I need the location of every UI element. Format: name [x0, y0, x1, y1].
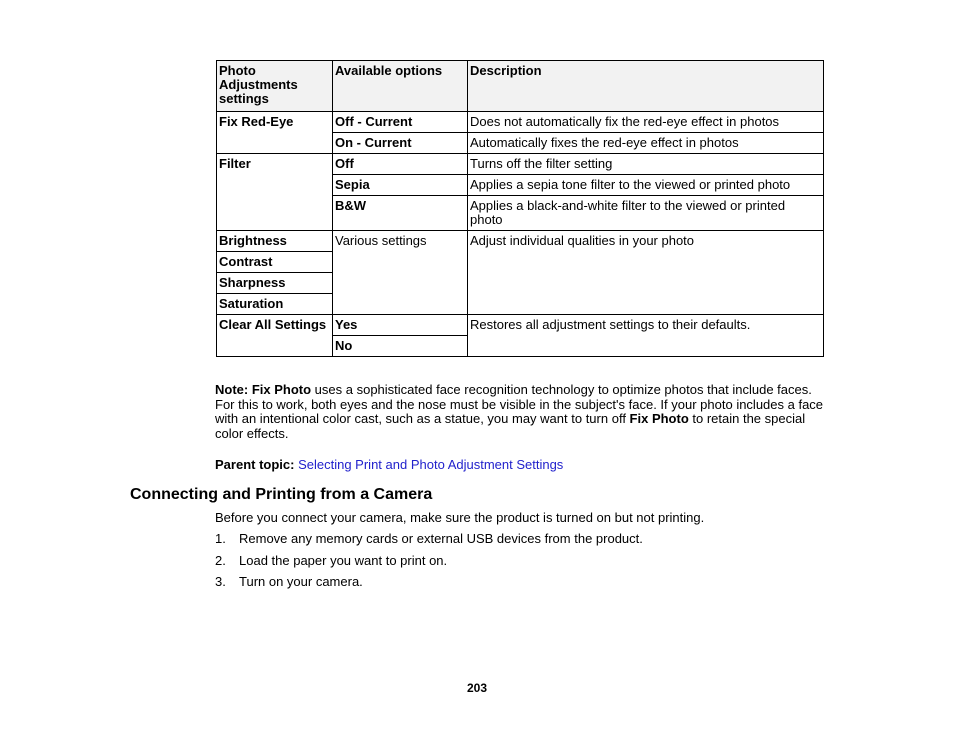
description-cell: Applies a sepia tone filter to the viewed or printed photo — [468, 175, 824, 196]
setting-contrast: Contrast — [217, 252, 333, 273]
step-text: Turn on your camera. — [239, 574, 363, 589]
page-number: 203 — [466, 681, 488, 695]
note-term-fix-photo: Fix Photo — [251, 382, 312, 397]
parent-topic — [215, 457, 563, 472]
table-header-row — [217, 61, 824, 112]
step-number: 3. — [215, 574, 226, 589]
list-item — [215, 553, 447, 568]
note-paragraph — [215, 383, 830, 441]
note-label: Note: — [215, 382, 249, 397]
description-cell: Applies a black-and-white filter to the viewed or printed photo — [468, 196, 824, 231]
option-cell: Various settings — [333, 231, 468, 315]
setting-fix-red-eye: Fix Red-Eye — [217, 112, 333, 154]
header-description: Description — [468, 61, 824, 112]
option-cell: On - Current — [333, 133, 468, 154]
step-text: Load the paper you want to print on. — [239, 553, 448, 568]
section-heading: Connecting and Printing from a Camera — [130, 486, 433, 503]
parent-topic-label: Parent topic: — [215, 457, 295, 472]
setting-clear-all: Clear All Settings — [217, 315, 333, 357]
description-cell: Does not automatically fix the red-eye effect in photos — [468, 112, 824, 133]
step-number: 2. — [215, 553, 226, 568]
header-settings: Photo Adjustments settings — [217, 61, 333, 112]
note-term-fix-photo-2: Fix Photo — [629, 411, 689, 426]
section-intro: Before you connect your camera, make sure the product is turned on but not printing. — [215, 510, 705, 525]
setting-filter: Filter — [217, 154, 333, 231]
table-row — [217, 112, 824, 133]
description-cell: Adjust individual qualities in your photo — [468, 231, 824, 315]
table-row — [217, 154, 824, 175]
photo-adjustments-table — [216, 60, 824, 357]
parent-topic-link[interactable]: Selecting Print and Photo Adjustment Settings — [298, 457, 564, 472]
table-row — [217, 231, 824, 252]
description-cell: Restores all adjustment settings to their defaults. — [468, 315, 824, 357]
setting-brightness: Brightness — [217, 231, 333, 252]
header-options: Available options — [333, 61, 468, 112]
option-cell: Off — [333, 154, 468, 175]
option-cell: B&W — [333, 196, 468, 231]
option-cell: Yes — [333, 315, 468, 336]
option-cell: Sepia — [333, 175, 468, 196]
setting-saturation: Saturation — [217, 294, 333, 315]
step-text: Remove any memory cards or external USB devices from the product. — [239, 531, 643, 546]
description-cell: Automatically fixes the red-eye effect in photos — [468, 133, 824, 154]
step-number: 1. — [215, 531, 226, 546]
option-cell: No — [333, 336, 468, 357]
list-item — [215, 574, 363, 589]
list-item — [215, 531, 643, 546]
description-cell: Turns off the filter setting — [468, 154, 824, 175]
note-text: uses a sophisticated face recognition technology to optimize photos that include faces. For this to work, both eyes and the nose must be visible in the subject's face. If your photo includes a face with an intentional color cast, such as a statue, you may want to turn off — [215, 382, 824, 426]
note-text-end: to retain the special color effects. — [215, 411, 806, 441]
table-row — [217, 315, 824, 336]
option-cell: Off - Current — [333, 112, 468, 133]
setting-sharpness: Sharpness — [217, 273, 333, 294]
